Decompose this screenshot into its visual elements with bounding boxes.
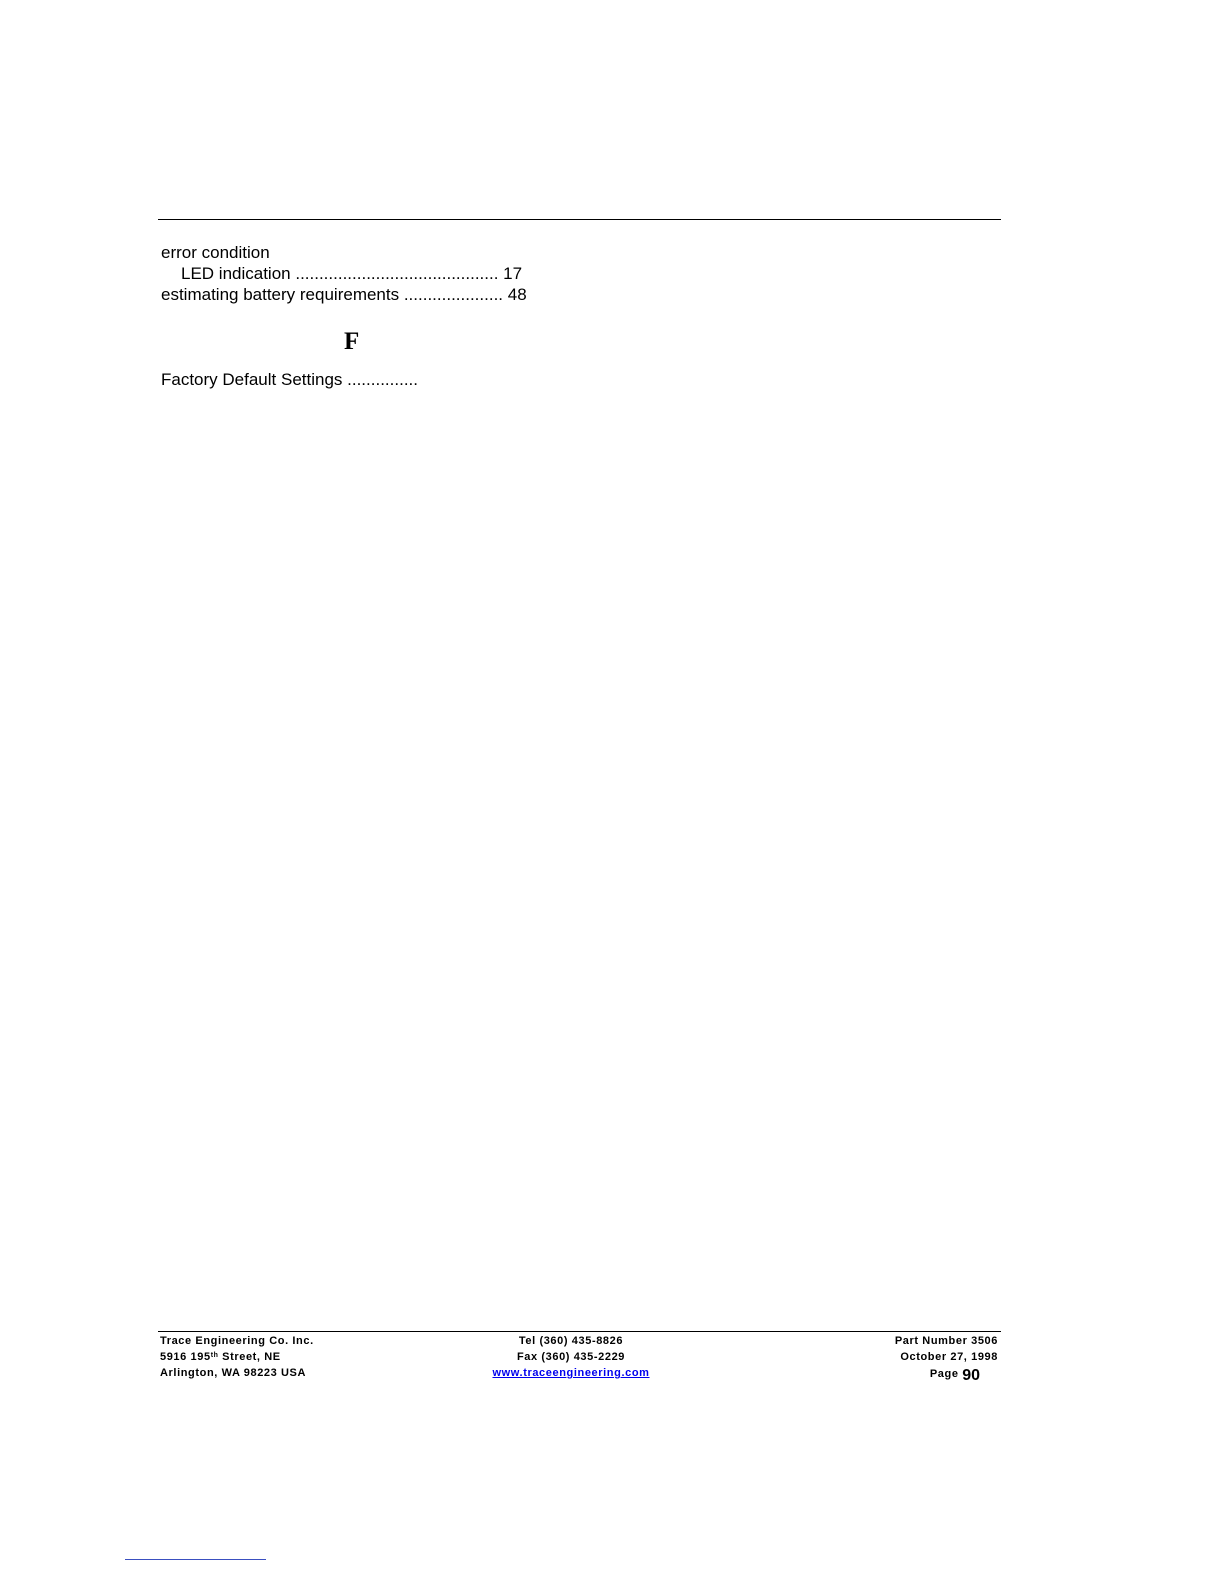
index-entry-estimating-battery: estimating battery requirements ..................... 48 [161,285,527,304]
footer-website-link[interactable]: www.traceengineering.com [492,1367,650,1379]
index-entry-error-condition: error condition [161,243,270,262]
footer-street [160,1350,281,1366]
footer-website-wrap [481,1366,661,1380]
index-subentry-led-indication: LED indication ........................................... 17 [181,264,523,283]
footer-page-number: 90 [962,1367,980,1384]
footer-page [929,1366,980,1384]
footnote-separator [125,1559,266,1560]
footer-street-suffix: th [210,1352,219,1359]
footer-fax: Fax (360) 435-2229 [516,1351,626,1363]
index-section-letter: F [344,328,360,355]
footer-part-number: Part Number 3506 [894,1335,998,1347]
footer-tel: Tel (360) 435-8826 [518,1335,624,1347]
footer-rule [158,1331,1001,1332]
footer-page-label: Page [929,1368,959,1380]
header-rule [158,219,1001,220]
footer-street-rest: Street, NE [218,1351,281,1363]
footer-street-number: 5916 195 [160,1351,211,1363]
footer-date: October 27, 1998 [900,1351,998,1363]
footer-city: Arlington, WA 98223 USA [160,1367,307,1379]
footer-company: Trace Engineering Co. Inc. [160,1335,314,1347]
index-entry-factory-default: Factory Default Settings ............... [161,370,418,389]
